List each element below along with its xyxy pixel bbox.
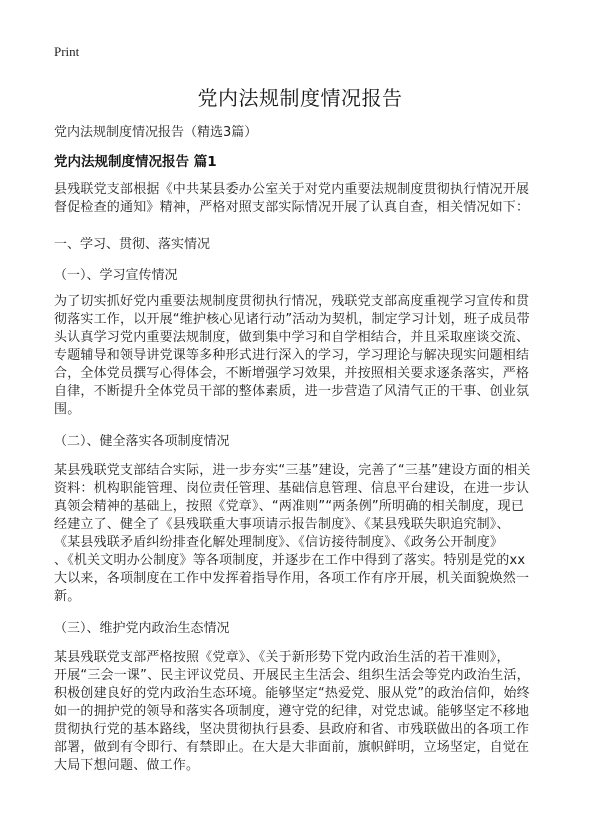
text-line: 部署，做到有令即行、有禁即止。在大是大非面前，旗帜鲜明，立场坚定，自觉在 [54, 740, 530, 755]
sub2-heading: （二）、健全落实各项制度情况 [54, 434, 230, 449]
text-line: 贯彻执行党的基本路线，坚决贯彻执行县委、县政府和省、市残联做出的各项工作 [54, 722, 530, 737]
text-line: 《某县残联矛盾纠纷排查化解处理制度》、《信访接待制度》、《政务公开制度》 [54, 535, 504, 550]
sub1-paragraph [54, 293, 554, 419]
text-line: 某县残联党支部结合实际，进一步夯实“三基”建设，完善了“三基”建设方面的相关 [54, 463, 531, 478]
text-line: 县残联党支部根据《中共某县委办公室关于对党内重要法规制度贯彻执行情况开展 [54, 182, 530, 197]
text-line: 自律，不断提升全体党员干部的整体素质，进一步营造了风清气正的干事、创业氛 [54, 384, 530, 399]
print-link[interactable]: Print [54, 44, 80, 59]
text-line: 大以来，各项制度在工作中发挥着指导作用，各项工作有序开展，机关面貌焕然一 [54, 571, 530, 586]
text-line: 围。 [54, 402, 81, 417]
text-line: 经建立了、健全了《县残联重大事项请示报告制度》、《某县残联失职追究制》、 [54, 517, 510, 532]
text-line: 真领会精神的基础上，按照《党章》、“两准则”“两条例”所明确的相关制度，现已 [54, 499, 525, 514]
text-line: 督促检查的通知》精神，严格对照支部实际情况开展了认真自查，相关情况如下： [54, 200, 530, 215]
text-line: 合，全体党员撰写心得体会，不断增强学习效果，并按照相关要求逐条落实，严格 [54, 366, 530, 381]
text-line: 某县残联党支部严格按照《党章》、《关于新形势下党内政治生活的若干准则》， [54, 650, 510, 665]
text-line: 积极创建良好的党内政治生态环境。能够坚定“热爱党、服从党”的政治信仰，始终 [54, 686, 530, 701]
text-line: 专题辅导和领导讲党课等多种形式进行深入的学习，学习理论与解决现实问题相结 [54, 348, 530, 363]
text-line: 如一的拥护党的领导和落实各项制度，遵守党的纪律，对党忠诚。能够坚定不移地 [54, 704, 530, 719]
section-heading: 党内法规制度情况报告 篇1 [54, 154, 217, 170]
text-line: 资料：机构职能管理、岗位责任管理、基础信息管理、信息平台建设，在进一步认 [54, 481, 530, 496]
text-line: 彻落实工作，以开展“维护核心见诸行动”活动为契机，制定学习计划，班子成员带 [54, 312, 530, 327]
sub2-paragraph [54, 462, 554, 606]
sub3-paragraph [54, 649, 554, 775]
text-line: 为了切实抓好党内重要法规制度贯彻执行情况，残联党支部高度重视学习宣传和贯 [54, 294, 530, 309]
text-line: 开展“三会一课”、民主评议党员、开展民主生活会、组织生活会等党内政治生活， [54, 668, 530, 683]
intro-paragraph [54, 181, 554, 217]
text-line: 新。 [54, 589, 81, 604]
text-line: 、《机关文明办公制度》等各项制度，并逐步在工作中得到了落实。特别是党的xx [54, 553, 526, 568]
document-title: 党内法规制度情况报告 [197, 86, 403, 110]
part1-heading: 一、学习、贯彻、落实情况 [54, 237, 211, 252]
document-subtitle: 党内法规制度情况报告（精选3篇） [54, 125, 258, 140]
sub1-heading: （一）、学习宣传情况 [54, 268, 178, 283]
text-line: 大局下想问题、做工作。 [54, 758, 200, 773]
sub3-heading: （三）、维护党内政治生态情况 [54, 621, 230, 636]
text-line: 头认真学习党内重要法规制度，做到集中学习和自学相结合，并且采取座谈交流、 [54, 330, 530, 345]
